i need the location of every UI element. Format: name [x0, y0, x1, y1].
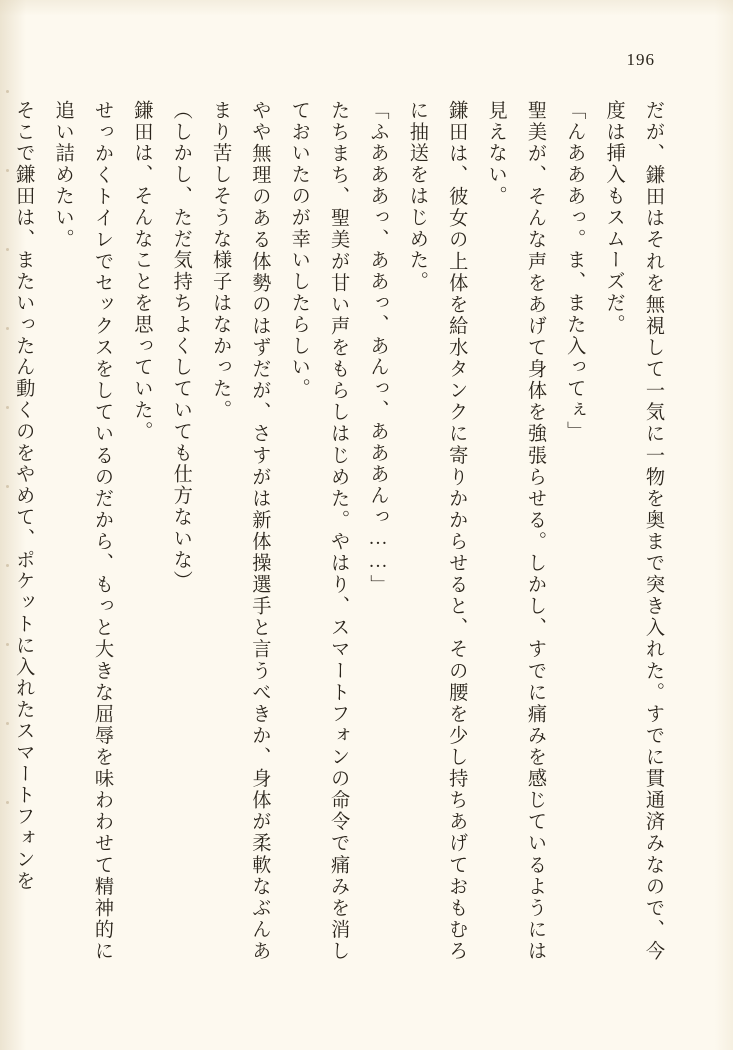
paragraph: やや無理のある体勢のはずだが、さすがは新体操選手と言うべきか、身体が柔軟なぶんあまり苦しそうな様子はなかった。 [210, 100, 271, 962]
paragraph: 聖美が、そんな声をあげて身体を強張らせる。しかし、すでに痛みを感じているようには見えない。 [485, 100, 546, 962]
paragraph: だが、鎌田はそれを無視して一気に一物を奥まで突き入れた。すでに貫通済みなので、今度は挿入もスムーズだ。 [603, 100, 664, 962]
page-text-body [13, 100, 673, 962]
paragraph: 「ふあああっ、ああっ、あんっ、あああんっ……」 [367, 100, 389, 596]
paragraph: 鎌田は、そんなことを思っていた。 [131, 100, 153, 443]
paragraph: せっかくトイレでセックスをしているのだから、もっと大きな屈辱を味わわせて精神的に追い詰めたい。 [52, 100, 113, 962]
paragraph: たちまち、聖美が甘い声をもらしはじめた。やはり、スマートフォンの命令で痛みを消しておいたのが幸いしたらしい。 [288, 100, 350, 962]
paragraph: 鎌田は、彼女の上体を給水タンクに寄りかからせると、その腰を少し持ちあげておもむろに抽送をはじめた。 [406, 100, 468, 962]
page-number: 196 [626, 50, 655, 69]
binding-mark [6, 90, 9, 93]
paragraph: （しかし、ただ気持ちよくしていても仕方ないな） [170, 100, 192, 593]
paragraph: 「んあああっ。ま、また入ってぇ」 [564, 100, 586, 443]
paragraph: そこで鎌田は、またいったん動くのをやめて、ポケットに入れたスマートフォンを [13, 100, 35, 892]
